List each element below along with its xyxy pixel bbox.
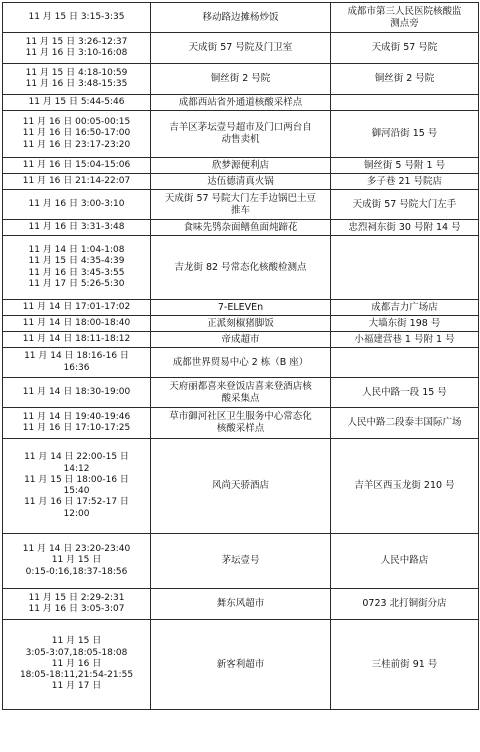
place-cell: 天成街 57 号院大门左手边锅巴土豆 推车 bbox=[151, 190, 331, 220]
time-cell: 11 月 14 日 18:00-18:40 bbox=[3, 316, 151, 332]
address-cell: 天成街 57 号院大门左手 bbox=[331, 190, 479, 220]
address-cell: 天成街 57 号院 bbox=[331, 33, 479, 64]
table-row bbox=[3, 348, 479, 378]
place-cell: 欣梦源便利店 bbox=[151, 158, 331, 174]
place-cell: 成都西站省外通道核酸采样点 bbox=[151, 95, 331, 111]
time-cell: 11 月 14 日 18:16-16 日 16:36 bbox=[3, 348, 151, 378]
table-row bbox=[3, 332, 479, 348]
table-row bbox=[3, 3, 479, 33]
time-cell: 11 月 15 日 5:44-5:46 bbox=[3, 95, 151, 111]
place-cell: 移动路边摊杨炒饭 bbox=[151, 3, 331, 33]
place-cell: 铜丝街 2 号院 bbox=[151, 64, 331, 95]
time-cell: 11 月 15 日 4:18-10:59 11 月 16 日 3:48-15:35 bbox=[3, 64, 151, 95]
address-cell: 人民中路店 bbox=[331, 534, 479, 589]
address-cell bbox=[331, 95, 479, 111]
time-cell: 11 月 15 日 3:26-12:37 11 月 16 日 3:10-16:08 bbox=[3, 33, 151, 64]
address-cell: 忠烈祠东街 30 号附 14 号 bbox=[331, 220, 479, 236]
time-cell: 11 月 14 日 18:11-18:12 bbox=[3, 332, 151, 348]
place-cell: 7-ELEVEn bbox=[151, 300, 331, 316]
table-row bbox=[3, 64, 479, 95]
place-cell: 天成街 57 号院及门卫室 bbox=[151, 33, 331, 64]
place-cell: 新客利超市 bbox=[151, 620, 331, 710]
address-cell: 成都市第三人民医院核酸监 测点旁 bbox=[331, 3, 479, 33]
time-cell: 11 月 14 日 22:00-15 日 14:12 11 月 15 日 18:00-16 日 15:40 11 月 16 日 17:52-17 日 12:00 bbox=[3, 439, 151, 534]
table-row bbox=[3, 33, 479, 64]
address-cell: 人民中路一段 15 号 bbox=[331, 378, 479, 408]
time-cell: 11 月 15 日 2:29-2:31 11 月 16 日 3:05-3:07 bbox=[3, 589, 151, 620]
page-bottom-edge bbox=[0, 744, 480, 752]
address-cell: 人民中路二段泰丰国际广场 bbox=[331, 408, 479, 439]
address-cell: 吉羊区西玉龙街 210 号 bbox=[331, 439, 479, 534]
address-cell: 小福建营巷 1 号附 1 号 bbox=[331, 332, 479, 348]
address-cell: 多子巷 21 号院店 bbox=[331, 174, 479, 190]
table-row bbox=[3, 378, 479, 408]
place-cell: 吉羊区茅坛壹号超市及门口两台自 动售卖机 bbox=[151, 111, 331, 158]
table-row bbox=[3, 190, 479, 220]
address-cell: 0723 北打铜街分店 bbox=[331, 589, 479, 620]
table-row bbox=[3, 236, 479, 300]
time-cell: 11 月 14 日 23:20-23:40 11 月 15 日 0:15-0:16,18:37-18:56 bbox=[3, 534, 151, 589]
place-cell: 天府丽都喜来登饭店喜来登酒店核 酸采集点 bbox=[151, 378, 331, 408]
table-row bbox=[3, 174, 479, 190]
address-cell: 铜丝街 5 号附 1 号 bbox=[331, 158, 479, 174]
address-cell: 三桂前街 91 号 bbox=[331, 620, 479, 710]
table-row bbox=[3, 620, 479, 710]
time-cell: 11 月 14 日 1:04-1:08 11 月 15 日 4:35-4:39 11 月 16 日 3:45-3:55 11 月 17 日 5:26-5:30 bbox=[3, 236, 151, 300]
table-row bbox=[3, 95, 479, 111]
place-cell: 帝成超市 bbox=[151, 332, 331, 348]
time-cell: 11 月 14 日 19:40-19:46 11 月 16 日 17:10-17:25 bbox=[3, 408, 151, 439]
table-row bbox=[3, 316, 479, 332]
address-cell: 成都吉力广场店 bbox=[331, 300, 479, 316]
table-row bbox=[3, 300, 479, 316]
place-cell: 吉龙街 82 号常态化核酸检测点 bbox=[151, 236, 331, 300]
time-cell: 11 月 16 日 21:14-22:07 bbox=[3, 174, 151, 190]
time-cell: 11 月 16 日 3:31-3:48 bbox=[3, 220, 151, 236]
time-cell: 11 月 14 日 17:01-17:02 bbox=[3, 300, 151, 316]
address-cell bbox=[331, 236, 479, 300]
time-cell: 11 月 16 日 00:05-00:15 11 月 16 日 16:50-17:00 11 月 16 日 23:17-23:20 bbox=[3, 111, 151, 158]
table-row bbox=[3, 439, 479, 534]
place-cell: 食味先鸮杂面鳝鱼面炖蹄花 bbox=[151, 220, 331, 236]
place-cell: 舞东风超市 bbox=[151, 589, 331, 620]
place-cell: 茅坛壹号 bbox=[151, 534, 331, 589]
place-cell: 草市御河社区卫生服务中心常态化 核酸采样点 bbox=[151, 408, 331, 439]
address-cell bbox=[331, 348, 479, 378]
time-cell: 11 月 16 日 3:00-3:10 bbox=[3, 190, 151, 220]
table-row bbox=[3, 534, 479, 589]
time-cell: 11 月 16 日 15:04-15:06 bbox=[3, 158, 151, 174]
time-cell: 11 月 15 日 3:05-3:07,18:05-18:08 11 月 16 日 18:05-18:11,21:54-21:55 11 月 17 日 bbox=[3, 620, 151, 710]
place-cell: 正派刻椒猪脚饭 bbox=[151, 316, 331, 332]
address-cell: 御河沿街 15 号 bbox=[331, 111, 479, 158]
time-cell: 11 月 14 日 18:30-19:00 bbox=[3, 378, 151, 408]
table-row bbox=[3, 589, 479, 620]
place-cell: 风尚天骄酒店 bbox=[151, 439, 331, 534]
place-cell: 成都世界贸易中心 2 栋（B 座） bbox=[151, 348, 331, 378]
exposure-locations-table bbox=[2, 2, 479, 710]
place-cell: 达伍德清真火锅 bbox=[151, 174, 331, 190]
time-cell: 11 月 15 日 3:15-3:35 bbox=[3, 3, 151, 33]
table-row bbox=[3, 158, 479, 174]
table-row bbox=[3, 220, 479, 236]
table-body bbox=[3, 3, 479, 710]
table-row bbox=[3, 111, 479, 158]
address-cell: 大墙东街 198 号 bbox=[331, 316, 479, 332]
table-row bbox=[3, 408, 479, 439]
address-cell: 铜丝街 2 号院 bbox=[331, 64, 479, 95]
